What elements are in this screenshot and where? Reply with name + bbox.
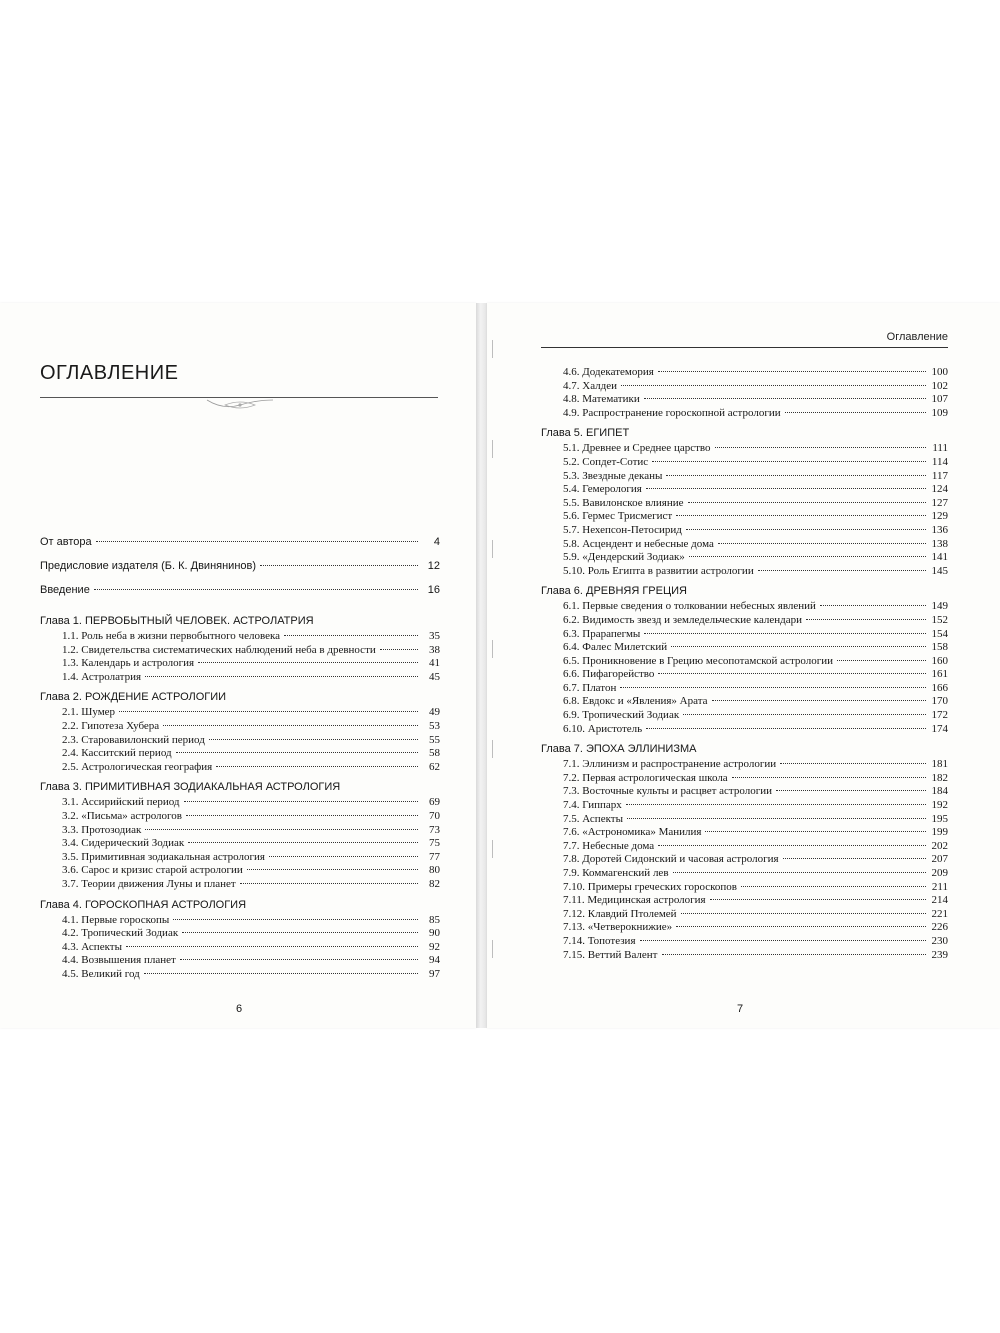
entry-title: 2.1. Шумер xyxy=(62,706,116,719)
dot-leader xyxy=(776,790,926,791)
toc-entry xyxy=(40,720,440,734)
toc-entry xyxy=(541,949,948,963)
dot-leader xyxy=(182,932,418,933)
toc-entry xyxy=(40,864,440,878)
toc-entry xyxy=(541,393,948,407)
dot-leader xyxy=(732,777,926,778)
entry-title: 7.7. Небесные дома xyxy=(563,839,655,852)
toc-top-entry xyxy=(40,584,440,608)
toc-entry xyxy=(40,630,440,644)
dot-leader xyxy=(676,515,926,516)
dot-leader xyxy=(673,872,926,873)
dot-leader xyxy=(644,633,926,634)
entry-title: 5.10. Роль Египта в развитии астрологии xyxy=(563,564,754,577)
toc-entry xyxy=(541,366,948,380)
dot-leader xyxy=(758,570,926,571)
entry-title: 7.15. Веттий Валент xyxy=(563,948,658,961)
toc-chapter xyxy=(541,738,948,962)
entry-title: 5.3. Звездные деканы xyxy=(563,469,663,482)
toc-entry xyxy=(541,600,948,614)
spine-stitch xyxy=(492,740,493,758)
entry-page-number: 55 xyxy=(429,733,440,746)
entry-page-number: 35 xyxy=(429,630,440,642)
entry-page-number: 49 xyxy=(429,706,440,719)
chapter-title: Глава 2. РОЖДЕНИЕ АСТРОЛОГИИ xyxy=(40,691,227,704)
toc-right-column xyxy=(541,366,948,962)
entry-title: 5.4. Гемерология xyxy=(563,483,642,496)
dot-leader xyxy=(646,488,926,489)
dot-leader xyxy=(712,700,926,701)
toc-left-column xyxy=(40,536,440,981)
dot-leader xyxy=(184,801,418,802)
entry-title: 1.2. Свидетельства систематических наблюдений неба в древности xyxy=(62,643,376,656)
page-number-right: 7 xyxy=(737,1003,744,1015)
entry-page-number: 100 xyxy=(931,366,948,378)
entry-page-number: 4 xyxy=(433,536,440,548)
entry-title: 7.8. Доротей Сидонский и часовая астрология xyxy=(563,853,779,866)
running-head-rule xyxy=(541,347,948,348)
entry-page-number: 82 xyxy=(429,877,440,890)
entry-page-number: 58 xyxy=(429,747,440,760)
dot-leader xyxy=(240,883,418,884)
toc-entry xyxy=(541,935,948,949)
spine-stitch xyxy=(492,340,493,358)
toc-chapter xyxy=(40,610,440,684)
chapter-title: Глава 6. ДРЕВНЯЯ ГРЕЦИЯ xyxy=(541,585,687,598)
entry-page-number: 73 xyxy=(429,823,440,836)
entry-title: Введение xyxy=(40,584,90,596)
book-spine xyxy=(476,303,487,1028)
toc-entry xyxy=(40,968,440,982)
entry-title: 5.5. Вавилонское влияние xyxy=(563,496,684,509)
toc-entry xyxy=(541,709,948,723)
entry-title: 7.4. Гиппарх xyxy=(563,799,622,812)
entry-title: 5.7. Нехепсон-Петосирид xyxy=(563,523,682,536)
entry-title: 2.4. Касситский период xyxy=(62,747,172,760)
running-head: Оглавление xyxy=(886,331,948,343)
dot-leader xyxy=(652,461,926,462)
toc-entry xyxy=(541,695,948,709)
toc-entry xyxy=(541,655,948,669)
entry-title: 3.5. Примитивная зодиакальная астрология xyxy=(62,850,265,863)
entry-page-number: 90 xyxy=(429,927,440,940)
entry-page-number: 239 xyxy=(931,948,948,961)
entry-title: 3.7. Теории движения Луны и планет xyxy=(62,877,236,890)
entry-title: 6.6. Пифагорейство xyxy=(563,668,655,681)
dot-leader xyxy=(126,946,418,947)
dot-leader xyxy=(785,412,926,413)
entry-title: 7.6. «Астрономика» Манилия xyxy=(563,826,702,839)
toc-entry xyxy=(541,813,948,827)
entry-page-number: 211 xyxy=(931,880,948,893)
dot-leader xyxy=(173,919,418,920)
dot-leader xyxy=(640,940,927,941)
entry-title: 1.3. Календарь и астрология xyxy=(62,657,195,670)
toc-chapter xyxy=(40,686,440,774)
entry-page-number: 12 xyxy=(427,560,440,572)
entry-page-number: 136 xyxy=(931,523,948,536)
entry-page-number: 127 xyxy=(931,496,948,509)
entry-page-number: 207 xyxy=(931,853,948,866)
entry-page-number: 192 xyxy=(931,799,948,812)
entry-page-number: 214 xyxy=(931,894,948,907)
entry-title: 4.6. Додекатемория xyxy=(563,366,654,378)
entry-title: 3.3. Протозодиак xyxy=(62,823,142,836)
toc-entry xyxy=(541,538,948,552)
entry-page-number: 109 xyxy=(931,406,948,419)
dot-leader xyxy=(96,541,418,542)
toc-entry xyxy=(40,851,440,865)
entry-title: 4.4. Возвышения планет xyxy=(62,954,176,967)
entry-page-number: 85 xyxy=(429,913,440,926)
entry-title: 7.13. «Четверокнижие» xyxy=(563,921,673,934)
dot-leader xyxy=(681,913,926,914)
spine-stitch xyxy=(492,640,493,658)
entry-page-number: 149 xyxy=(931,600,948,613)
entry-title: 6.1. Первые сведения о толковании небесных явлений xyxy=(563,600,816,613)
entry-page-number: 174 xyxy=(931,722,948,735)
spine-stitch xyxy=(492,540,493,558)
entry-page-number: 141 xyxy=(931,551,948,564)
page-title: ОГЛАВЛЕНИЕ xyxy=(40,362,179,384)
toc-entry xyxy=(541,483,948,497)
entry-title: 6.3. Прарапегмы xyxy=(563,627,641,640)
dot-leader xyxy=(806,619,926,620)
toc-entry xyxy=(541,565,948,579)
entry-title: 5.6. Гермес Трисмегист xyxy=(563,510,673,523)
dot-leader xyxy=(718,543,926,544)
dot-leader xyxy=(705,831,926,832)
entry-page-number: 184 xyxy=(931,785,948,798)
entry-page-number: 117 xyxy=(931,469,948,482)
toc-entry xyxy=(40,644,440,658)
dot-leader xyxy=(209,739,418,740)
toc-entry xyxy=(40,914,440,928)
dot-leader xyxy=(688,502,926,503)
toc-top-entry xyxy=(40,560,440,584)
dot-leader xyxy=(646,728,926,729)
spine-stitch xyxy=(492,940,493,958)
toc-entry xyxy=(541,785,948,799)
entry-page-number: 114 xyxy=(931,455,948,468)
entry-title: 5.2. Сопдет-Сотис xyxy=(563,455,649,468)
entry-page-number: 129 xyxy=(931,510,948,523)
dot-leader xyxy=(626,804,926,805)
entry-page-number: 80 xyxy=(429,864,440,877)
entry-page-number: 124 xyxy=(931,483,948,496)
entry-title: 7.1. Эллинизм и распространение астрологии xyxy=(563,758,777,771)
toc-entry xyxy=(541,380,948,394)
entry-page-number: 45 xyxy=(429,670,440,683)
toc-entry xyxy=(541,881,948,895)
toc-entry xyxy=(541,551,948,565)
dot-leader xyxy=(780,763,926,764)
entry-title: 6.5. Проникновение в Грецию месопотамской астрологии xyxy=(563,654,834,667)
dot-leader xyxy=(710,899,926,900)
chapter-title: Глава 7. ЭПОХА ЭЛЛИНИЗМА xyxy=(541,743,697,756)
toc-entry xyxy=(541,758,948,772)
toc-entry xyxy=(40,954,440,968)
toc-entry xyxy=(40,747,440,761)
entry-title: 4.5. Великий год xyxy=(62,967,140,980)
entry-page-number: 53 xyxy=(429,719,440,732)
entry-page-number: 161 xyxy=(931,668,948,681)
entry-title: 6.7. Платон xyxy=(563,681,617,694)
toc-continued-chapter xyxy=(541,366,948,420)
toc-entry xyxy=(40,706,440,720)
dot-leader xyxy=(247,869,418,870)
toc-chapter xyxy=(40,894,440,982)
ornament-icon xyxy=(205,398,275,412)
toc-entry xyxy=(541,407,948,421)
entry-title: 6.2. Видимость звезд и земледельческие календари xyxy=(563,613,803,626)
dot-leader xyxy=(163,725,418,726)
entry-title: 7.5. Аспекты xyxy=(563,812,623,825)
toc-entry xyxy=(541,456,948,470)
toc-entry xyxy=(541,840,948,854)
spine-stitch xyxy=(492,440,493,458)
dot-leader xyxy=(119,711,418,712)
chapter-title: Глава 4. ГОРОСКОПНАЯ АСТРОЛОГИЯ xyxy=(40,898,247,911)
dot-leader xyxy=(621,385,926,386)
entry-page-number: 182 xyxy=(931,771,948,784)
entry-page-number: 138 xyxy=(931,537,948,550)
entry-title: 3.4. Сидерический Зодиак xyxy=(62,837,185,850)
toc-top-entry xyxy=(40,536,440,560)
page-number-left: 6 xyxy=(236,1003,243,1015)
dot-leader xyxy=(180,959,418,960)
toc-entry xyxy=(541,524,948,538)
entry-title: 2.2. Гипотеза Хубера xyxy=(62,719,160,732)
toc-entry xyxy=(40,878,440,892)
dot-leader xyxy=(94,589,418,590)
entry-title: От автора xyxy=(40,536,92,548)
entry-title: 5.9. «Дендерский Зодиак» xyxy=(563,551,685,564)
entry-title: 3.6. Сарос и кризис старой астрологии xyxy=(62,864,243,877)
dot-leader xyxy=(671,646,926,647)
entry-page-number: 62 xyxy=(429,760,440,773)
entry-title: 7.9. Коммагенский лев xyxy=(563,867,669,879)
dot-leader xyxy=(188,842,418,843)
chapter-title: Глава 1. ПЕРВОБЫТНЫЙ ЧЕЛОВЕК. АСТРОЛАТРИЯ xyxy=(40,615,314,627)
entry-title: 4.7. Халдеи xyxy=(563,379,618,392)
toc-entry xyxy=(541,641,948,655)
dot-leader xyxy=(658,845,926,846)
entry-page-number: 172 xyxy=(931,709,948,722)
entry-page-number: 152 xyxy=(931,613,948,626)
entry-page-number: 41 xyxy=(429,657,440,670)
toc-entry xyxy=(40,796,440,810)
dot-leader xyxy=(176,752,418,753)
dot-leader xyxy=(380,649,418,650)
dot-leader xyxy=(186,815,418,816)
entry-page-number: 221 xyxy=(931,907,948,920)
entry-title: 6.10. Аристотель xyxy=(563,722,643,735)
spine-stitch xyxy=(492,840,493,858)
entry-page-number: 199 xyxy=(931,826,948,839)
toc-entry xyxy=(541,442,948,456)
entry-page-number: 195 xyxy=(931,812,948,825)
entry-page-number: 170 xyxy=(931,695,948,708)
dot-leader xyxy=(284,635,418,636)
toc-chapter xyxy=(541,580,948,736)
toc-entry xyxy=(541,723,948,737)
entry-page-number: 38 xyxy=(429,643,440,656)
entry-title: 4.8. Математики xyxy=(563,393,640,406)
entry-page-number: 102 xyxy=(931,379,948,392)
toc-entry xyxy=(541,628,948,642)
toc-entry xyxy=(541,894,948,908)
dot-leader xyxy=(658,371,926,372)
dot-leader xyxy=(676,926,926,927)
entry-page-number: 230 xyxy=(931,934,948,947)
toc-entry xyxy=(40,810,440,824)
entry-title: 7.10. Примеры греческих гороскопов xyxy=(563,880,737,893)
toc-entry xyxy=(541,799,948,813)
dot-leader xyxy=(198,662,418,663)
entry-page-number: 226 xyxy=(931,921,948,934)
entry-title: 7.2. Первая астрологическая школа xyxy=(563,771,728,784)
entry-title: 4.3. Аспекты xyxy=(62,940,122,953)
entry-title: 5.1. Древнее и Среднее царство xyxy=(563,442,711,455)
toc-entry xyxy=(541,497,948,511)
entry-title: 7.14. Топотезия xyxy=(563,934,636,947)
entry-page-number: 70 xyxy=(429,809,440,822)
toc-entry xyxy=(541,682,948,696)
chapter-title: Глава 5. ЕГИПЕТ xyxy=(541,427,630,440)
toc-entry xyxy=(541,908,948,922)
entry-page-number: 181 xyxy=(931,758,948,771)
entry-page-number: 75 xyxy=(429,837,440,850)
dot-leader xyxy=(715,447,926,448)
entry-title: 7.12. Клавдий Птолемей xyxy=(563,907,677,920)
dot-leader xyxy=(620,687,926,688)
dot-leader xyxy=(689,556,926,557)
dot-leader xyxy=(145,676,418,677)
dot-leader xyxy=(662,954,927,955)
entry-page-number: 97 xyxy=(429,967,440,980)
toc-entry xyxy=(541,668,948,682)
toc-entry xyxy=(541,614,948,628)
toc-entry xyxy=(541,510,948,524)
toc-entry xyxy=(40,671,440,685)
toc-chapter xyxy=(40,776,440,891)
entry-title: 1.1. Роль неба в жизни первобытного человека xyxy=(62,630,281,642)
toc-entry xyxy=(541,853,948,867)
entry-title: 6.9. Тропический Зодиак xyxy=(563,709,680,722)
dot-leader xyxy=(820,605,926,606)
entry-page-number: 154 xyxy=(931,627,948,640)
entry-title: 7.3. Восточные культы и расцвет астрологии xyxy=(563,785,772,798)
chapter-title: Глава 3. ПРИМИТИВНАЯ ЗОДИАКАЛЬНАЯ АСТРОЛОГИЯ xyxy=(40,781,341,794)
toc-entry xyxy=(40,837,440,851)
entry-page-number: 166 xyxy=(931,681,948,694)
dot-leader xyxy=(627,818,926,819)
toc-entry xyxy=(541,826,948,840)
toc-entry xyxy=(541,470,948,484)
dot-leader xyxy=(686,529,926,530)
entry-title: 4.9. Распространение гороскопной астрологии xyxy=(563,406,781,419)
entry-page-number: 145 xyxy=(931,564,948,577)
entry-title: 4.2. Тропический Зодиак xyxy=(62,927,179,940)
entry-page-number: 94 xyxy=(429,954,440,967)
entry-title: 4.1. Первые гороскопы xyxy=(62,913,170,926)
toc-entry xyxy=(40,927,440,941)
toc-chapter xyxy=(541,422,948,578)
toc-entry xyxy=(40,761,440,775)
entry-page-number: 209 xyxy=(931,867,948,879)
dot-leader xyxy=(837,660,926,661)
entry-page-number: 77 xyxy=(429,850,440,863)
toc-entry xyxy=(40,824,440,838)
dot-leader xyxy=(666,475,926,476)
dot-leader xyxy=(683,714,926,715)
entry-page-number: 92 xyxy=(429,940,440,953)
entry-title: 2.3. Старовавилонский период xyxy=(62,733,205,746)
entry-page-number: 158 xyxy=(931,641,948,654)
dot-leader xyxy=(658,673,926,674)
dot-leader xyxy=(783,858,926,859)
entry-page-number: 202 xyxy=(931,839,948,852)
entry-title: 5.8. Асцендент и небесные дома xyxy=(563,537,714,550)
dot-leader xyxy=(144,973,418,974)
dot-leader xyxy=(741,886,926,887)
toc-entry xyxy=(541,921,948,935)
entry-page-number: 107 xyxy=(931,393,948,406)
entry-title: 3.1. Ассирийский период xyxy=(62,796,180,809)
entry-title: Предисловие издателя (Б. К. Двинянинов) xyxy=(40,560,257,572)
entry-page-number: 69 xyxy=(429,796,440,809)
dot-leader xyxy=(216,766,418,767)
entry-title: 6.8. Евдокс и «Явления» Арата xyxy=(563,695,708,708)
toc-entry xyxy=(40,734,440,748)
entry-title: 1.4. Астролатрия xyxy=(62,670,142,683)
dot-leader xyxy=(260,565,418,566)
entry-title: 6.4. Фалес Милетский xyxy=(563,641,668,654)
entry-page-number: 111 xyxy=(932,442,948,455)
dot-leader xyxy=(644,398,926,399)
toc-entry xyxy=(40,657,440,671)
toc-entry xyxy=(40,941,440,955)
entry-title: 2.5. Астрологическая география xyxy=(62,760,213,773)
entry-page-number: 160 xyxy=(931,654,948,667)
entry-page-number: 16 xyxy=(427,584,440,596)
toc-entry xyxy=(541,867,948,881)
dot-leader xyxy=(145,829,418,830)
entry-title: 3.2. «Письма» астрологов xyxy=(62,809,182,822)
entry-title: 7.11. Медицинская астрология xyxy=(563,894,706,907)
toc-entry xyxy=(541,772,948,786)
dot-leader xyxy=(269,856,418,857)
